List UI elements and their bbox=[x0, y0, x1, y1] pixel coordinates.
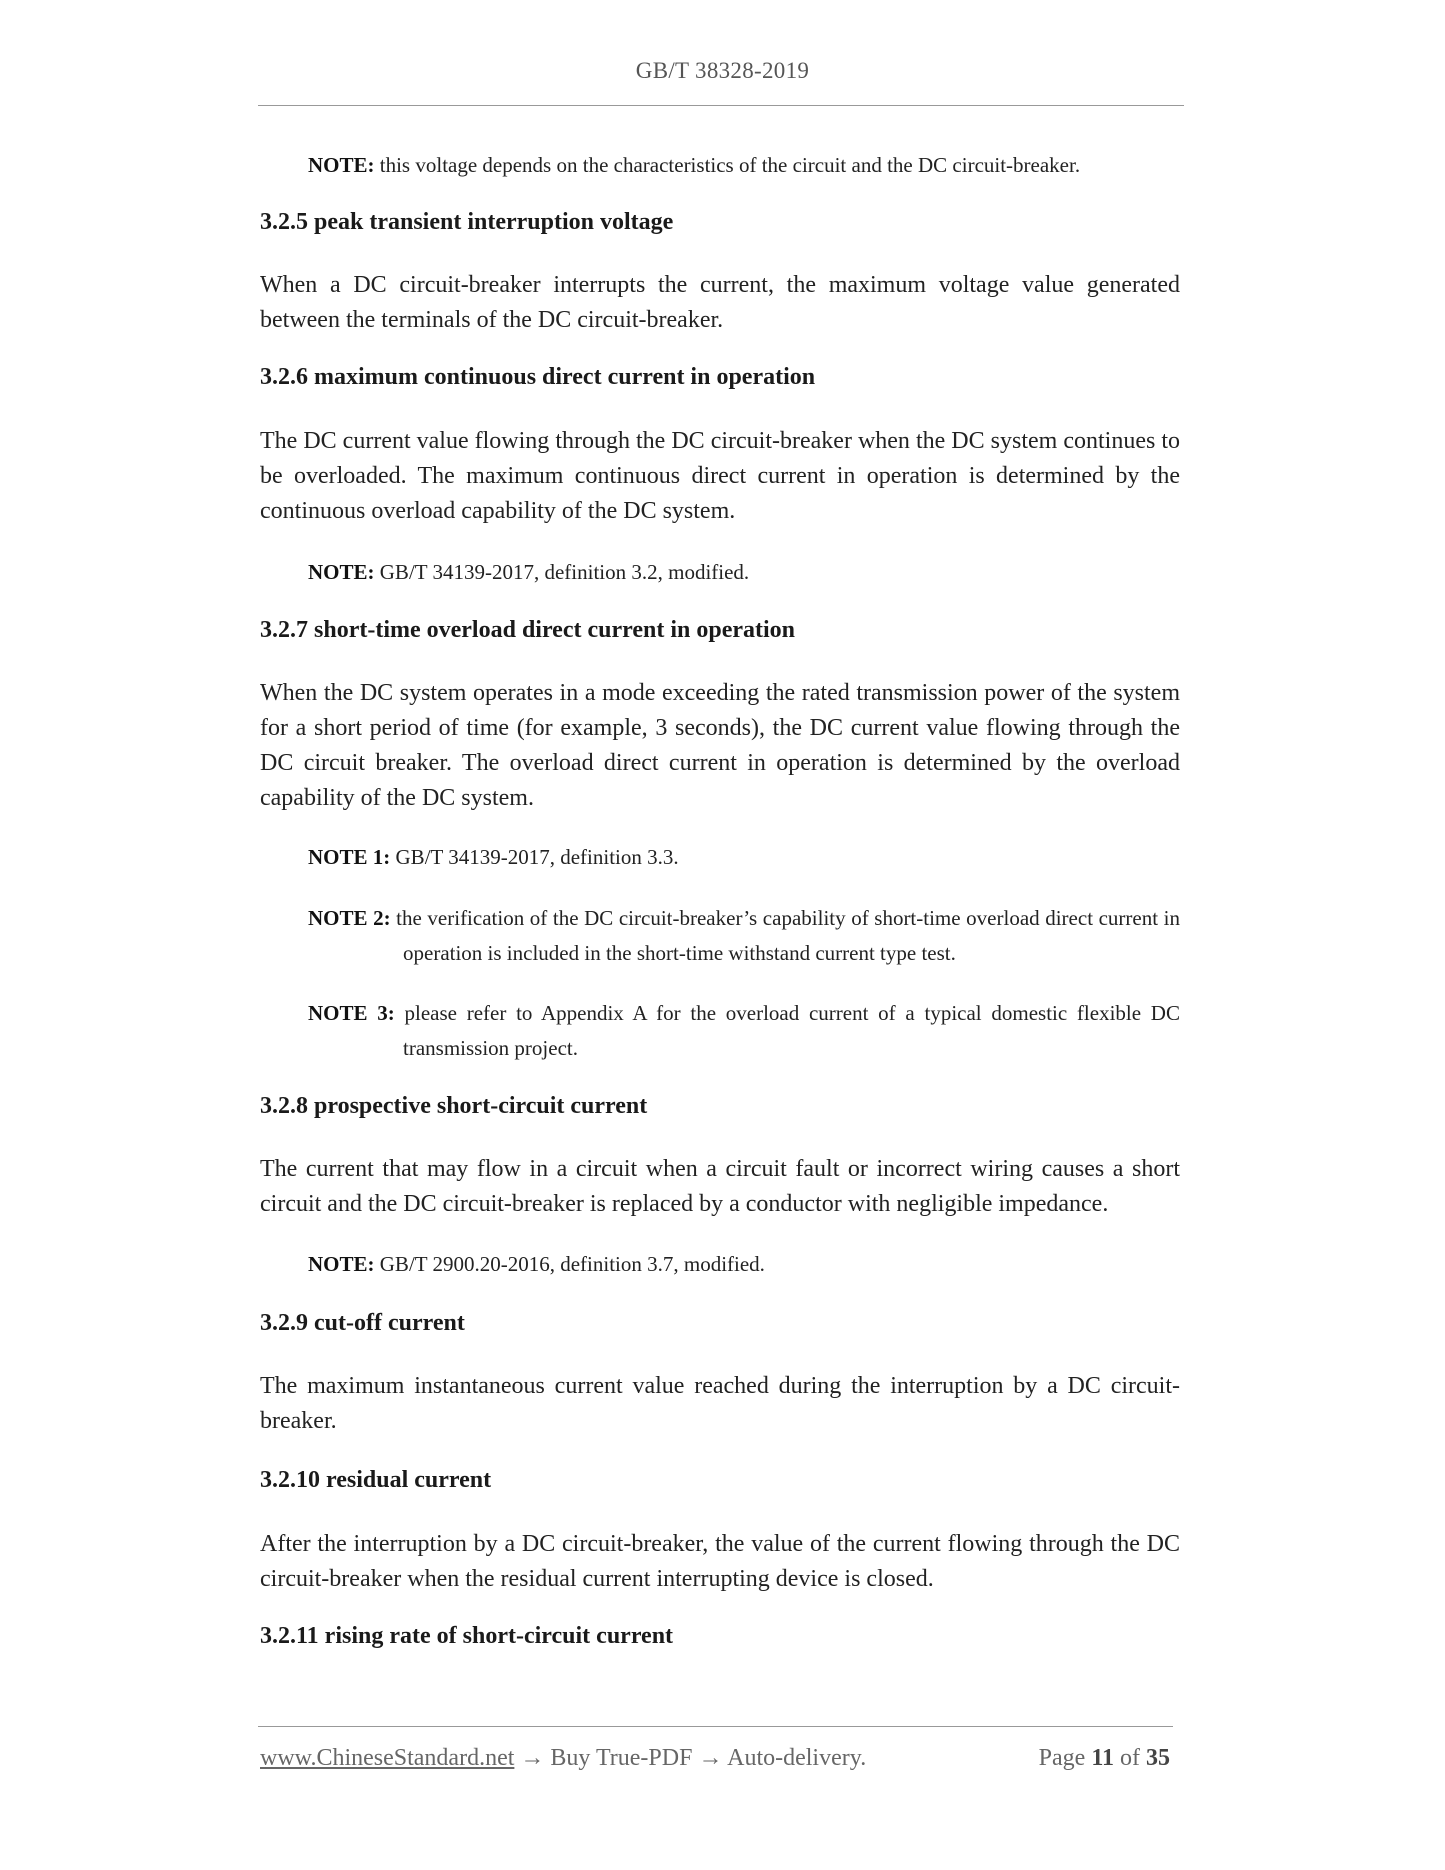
footer-divider bbox=[258, 1726, 1173, 1727]
header-divider bbox=[258, 105, 1184, 106]
heading-3-2-8: 3.2.8 prospective short-circuit current bbox=[260, 1093, 648, 1119]
document-id-header: GB/T 38328-2019 bbox=[635, 58, 810, 83]
heading-3-2-5: 3.2.5 peak transient interruption voltage bbox=[260, 209, 674, 235]
paragraph-3-2-6: The DC current value flowing through the DC circuit-breaker when the DC system continues to be overloaded. The maximum continuous direct current in operation is determined by the continuous overload capability of the DC system. bbox=[260, 428, 1180, 524]
note-label: NOTE 1: bbox=[308, 845, 391, 869]
note-2-3-2-7 bbox=[308, 901, 1180, 971]
page-word: Page bbox=[1038, 1745, 1086, 1771]
note-label: NOTE: bbox=[308, 153, 375, 177]
paragraph-3-2-5: When a DC circuit-breaker interrupts the current, the maximum voltage value generated between the terminals of the DC circuit-breaker. bbox=[260, 272, 1180, 333]
of-word: of bbox=[1120, 1745, 1140, 1771]
note-label: NOTE: bbox=[308, 1252, 375, 1276]
heading-3-2-10: 3.2.10 residual current bbox=[260, 1467, 492, 1493]
note-text: GB/T 34139-2017, definition 3.3. bbox=[390, 845, 679, 869]
heading-3-2-11: 3.2.11 rising rate of short-circuit current bbox=[260, 1623, 674, 1649]
page-indicator bbox=[1039, 1745, 1170, 1772]
website-link[interactable]: www.ChineseStandard.net bbox=[260, 1745, 515, 1771]
note-text: GB/T 2900.20-2016, definition 3.7, modified. bbox=[374, 1252, 765, 1276]
note-3-2-8 bbox=[308, 1247, 1180, 1282]
note-label: NOTE 2: bbox=[308, 906, 391, 930]
note-text: the verification of the DC circuit-breaker’s capability of short-time overload direct current in operation is included in the short-time withstand current type test. bbox=[390, 906, 1180, 965]
footer-promo bbox=[260, 1745, 866, 1772]
note-3-2-6 bbox=[308, 555, 1180, 590]
heading-3-2-7: 3.2.7 short-time overload direct current in operation bbox=[260, 617, 796, 643]
page-total: 35 bbox=[1146, 1745, 1170, 1771]
note-3-3-2-7 bbox=[308, 996, 1180, 1066]
paragraph-3-2-7: When the DC system operates in a mode exceeding the rated transmission power of the system for a short period of time (for example, 3 seconds), the DC current value flowing through the DC circuit breaker. The overload direct current in operation is determined by the overload capability of the DC system. bbox=[260, 680, 1180, 811]
note-1-3-2-7 bbox=[308, 840, 1180, 875]
paragraph-3-2-8: The current that may flow in a circuit when a circuit fault or incorrect wiring causes a short circuit and the DC circuit-breaker is replaced by a conductor with negligible impedance. bbox=[260, 1156, 1180, 1217]
note-label: NOTE: bbox=[308, 560, 375, 584]
heading-3-2-9: 3.2.9 cut-off current bbox=[260, 1310, 465, 1336]
note-label: NOTE 3: bbox=[308, 1001, 395, 1025]
note-text: please refer to Appendix A for the overload current of a typical domestic flexible DC transmission project. bbox=[394, 1001, 1180, 1060]
paragraph-3-2-10: After the interruption by a DC circuit-breaker, the value of the current flowing through the DC circuit-breaker when the residual current interrupting device is closed. bbox=[260, 1531, 1180, 1592]
page-number: 11 bbox=[1091, 1745, 1114, 1771]
footer-promo-text: → Buy True-PDF → Auto-delivery. bbox=[514, 1745, 867, 1771]
note-text: GB/T 34139-2017, definition 3.2, modified. bbox=[374, 560, 750, 584]
heading-3-2-6: 3.2.6 maximum continuous direct current in operation bbox=[260, 364, 816, 390]
paragraph-3-2-9: The maximum instantaneous current value reached during the interruption by a DC circuit-breaker. bbox=[260, 1373, 1180, 1434]
note-voltage bbox=[308, 148, 1180, 183]
note-text: this voltage depends on the characteristics of the circuit and the DC circuit-breaker. bbox=[374, 153, 1081, 177]
